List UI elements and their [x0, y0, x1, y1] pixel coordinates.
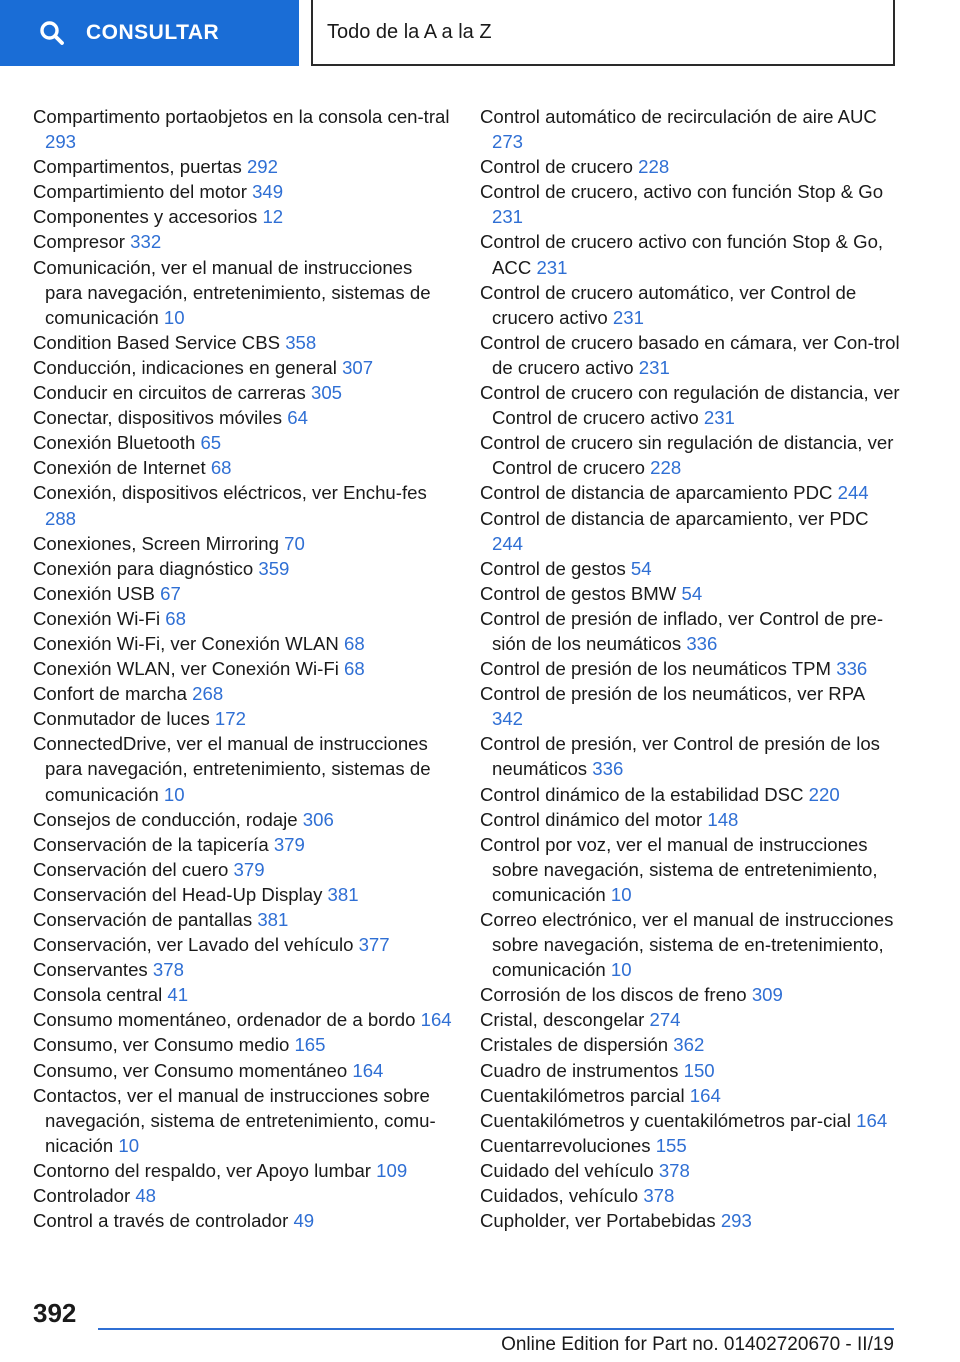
index-entry-text: Conexión Bluetooth	[33, 432, 196, 454]
index-entry	[33, 706, 453, 731]
index-page-link[interactable]: 155	[655, 1134, 687, 1156]
index-entry	[33, 832, 453, 857]
index-page-link[interactable]: 231	[638, 356, 670, 378]
index-page-link[interactable]: 109	[376, 1159, 408, 1181]
index-entry	[33, 204, 453, 229]
index-entry-text: Contorno del respaldo, ver Apoyo lumbar	[33, 1159, 371, 1181]
index-entry-text: Control de crucero con regulación de distancia, ver Control de crucero activo	[480, 382, 900, 429]
index-entry-text: Compartimento portaobjetos en la consola cen-tral	[33, 106, 450, 127]
index-page-link[interactable]: 381	[327, 883, 359, 905]
index-entry	[33, 932, 453, 957]
index-page-link[interactable]: 68	[344, 632, 365, 654]
index-page-link[interactable]: 332	[130, 231, 162, 253]
index-entry-text: Comunicación, ver el manual de instrucciones para navegación, entretenimiento, sistemas de comunicación	[33, 256, 431, 328]
index-entry-text: Condition Based Service CBS	[33, 331, 281, 353]
index-page-link[interactable]: 292	[246, 156, 278, 178]
index-entry	[480, 581, 900, 606]
index-page-link[interactable]: 293	[720, 1210, 752, 1232]
index-entry	[33, 1208, 453, 1233]
index-page-link[interactable]: 164	[420, 1009, 452, 1031]
index-entry-text: Conexión, dispositivos eléctricos, ver Enchu-fes	[33, 482, 427, 504]
index-entry	[480, 380, 900, 430]
index-page-link[interactable]: 377	[358, 934, 390, 956]
index-page-link[interactable]: 70	[284, 532, 305, 554]
section-title-box	[311, 0, 895, 66]
index-page-link[interactable]: 10	[610, 959, 632, 981]
index-entry-text: Controlador	[33, 1185, 131, 1207]
index-entry	[33, 731, 453, 806]
index-entry-text: Compresor	[33, 231, 125, 253]
index-entry	[33, 1083, 453, 1158]
index-page-link[interactable]: 48	[135, 1185, 157, 1207]
index-page-link[interactable]: 244	[837, 482, 869, 504]
index-entry	[480, 480, 900, 505]
index-page-link[interactable]: 228	[650, 457, 682, 479]
index-entry	[33, 1058, 453, 1083]
index-entry	[33, 681, 453, 706]
index-entry-text: Control de gestos BMW	[480, 582, 677, 604]
index-entry	[33, 380, 453, 405]
index-page-link[interactable]: 336	[686, 632, 718, 654]
index-column-left	[33, 104, 453, 1233]
index-entry	[33, 531, 453, 556]
index-entry-text: Control de crucero sin regulación de distancia, ver Control de crucero	[480, 432, 894, 479]
index-entry	[33, 857, 453, 882]
index-page-link[interactable]: 54	[630, 557, 652, 579]
index-entry	[33, 882, 453, 907]
index-page-link[interactable]: 220	[808, 783, 840, 805]
index-page-link[interactable]: 362	[673, 1034, 705, 1056]
index-page-link[interactable]: 288	[45, 507, 77, 529]
index-entry	[480, 104, 900, 154]
index-entry	[33, 455, 453, 480]
index-entry	[480, 731, 900, 781]
index-entry-text: ConnectedDrive, ver el manual de instrucciones para navegación, entretenimiento, sistemas de comunicación	[33, 733, 431, 805]
index-page-link[interactable]: 231	[703, 407, 735, 429]
index-entry	[33, 1158, 453, 1183]
index-page-link[interactable]: 150	[683, 1059, 715, 1081]
index-entry-text: Cuidados, vehículo	[480, 1185, 639, 1207]
index-page-link[interactable]: 306	[302, 808, 334, 830]
index-entry	[33, 581, 453, 606]
index-page-link[interactable]: 10	[163, 306, 185, 328]
index-entry-text: Conexión Wi-Fi, ver Conexión WLAN	[33, 632, 339, 654]
index-entry-text: Cuidado del vehículo	[480, 1159, 654, 1181]
index-page-link[interactable]: 378	[643, 1185, 675, 1207]
index-entry	[33, 631, 453, 656]
index-entry-text: Conexión Wi-Fi	[33, 607, 161, 629]
index-entry	[33, 982, 453, 1007]
index-entry	[480, 1183, 900, 1208]
index-entry	[480, 1158, 900, 1183]
index-entry	[33, 355, 453, 380]
index-entry	[480, 154, 900, 179]
index-entry	[480, 1007, 900, 1032]
index-entry-text: Control de distancia de aparcamiento PDC	[480, 482, 833, 504]
section-title: Todo de la A a la Z	[327, 20, 492, 43]
index-page-link[interactable]: 10	[118, 1134, 140, 1156]
index-page-link[interactable]: 164	[856, 1109, 888, 1131]
index-entry-text: Cuadro de instrumentos	[480, 1059, 679, 1081]
index-entry	[33, 154, 453, 179]
index-page-link[interactable]: 273	[492, 131, 524, 153]
index-entry-text: Conservantes	[33, 959, 148, 981]
footer-divider	[98, 1328, 894, 1330]
index-page-link[interactable]: 10	[163, 783, 185, 805]
index-page-link[interactable]: 164	[352, 1059, 384, 1081]
index-entry	[480, 656, 900, 681]
index-page-link[interactable]: 65	[200, 432, 222, 454]
index-page-link[interactable]: 309	[751, 984, 783, 1006]
index-page-link[interactable]: 336	[836, 658, 868, 680]
index-entry-text: Contactos, ver el manual de instrucciones sobre navegación, sistema de entretenimiento, comu-nicación	[33, 1084, 436, 1156]
index-entry	[480, 330, 900, 380]
index-entry	[480, 1032, 900, 1057]
index-entry	[33, 430, 453, 455]
edition-footer: Online Edition for Part no. 01402720670 - II/19	[501, 1334, 894, 1355]
index-page-link[interactable]: 231	[492, 206, 524, 228]
page-header	[0, 0, 960, 66]
index-entry	[33, 656, 453, 681]
index-entry-text: Consumo momentáneo, ordenador de a bordo	[33, 1009, 416, 1031]
index-entry	[33, 255, 453, 330]
index-entry	[480, 606, 900, 656]
index-entry	[33, 556, 453, 581]
index-entry	[480, 907, 900, 982]
index-page-link[interactable]: 381	[257, 909, 289, 930]
index-page-link[interactable]: 49	[293, 1210, 315, 1232]
index-entry-text: Conducción, indicaciones en general	[33, 356, 337, 378]
index-entry-text: Consejos de conducción, rodaje	[33, 808, 298, 830]
index-entry-text: Control dinámico del motor	[480, 808, 703, 830]
index-entry	[33, 104, 453, 154]
index-entry	[33, 330, 453, 355]
index-entry-text: Control de crucero automático, ver Control de crucero activo	[480, 281, 857, 328]
index-entry-text: Conservación, ver Lavado del vehículo	[33, 934, 354, 956]
index-entry-text: Conexiones, Screen Mirroring	[33, 532, 279, 554]
index-entry-text: Control de gestos	[480, 557, 626, 579]
index-entry-text: Conmutador de luces	[33, 708, 210, 730]
index-page-link[interactable]: 68	[165, 607, 186, 629]
index-entry-text: Consola central	[33, 984, 163, 1006]
index-entry	[480, 1083, 900, 1108]
index-entry	[480, 280, 900, 330]
index-page-link[interactable]: 378	[152, 959, 184, 981]
index-entry	[480, 1133, 900, 1158]
index-entry-text: Control de presión de los neumáticos TPM	[480, 658, 832, 680]
index-page-link[interactable]: 349	[252, 181, 284, 203]
index-entry	[33, 179, 453, 204]
index-page-link[interactable]: 358	[285, 331, 317, 353]
index-page-link[interactable]: 68	[344, 658, 365, 680]
consult-button[interactable]	[0, 0, 299, 66]
index-page-link[interactable]: 67	[160, 582, 181, 604]
index-page-link[interactable]: 164	[689, 1084, 721, 1106]
index-entry-text: Control de crucero activo con función Stop & Go, ACC	[480, 231, 884, 278]
index-entry-text: Componentes y accesorios	[33, 206, 258, 228]
index-entry-text: Control por voz, ver el manual de instrucciones sobre navegación, sistema de entretenimiento, comunicación	[480, 833, 878, 905]
index-page-link[interactable]: 12	[262, 206, 284, 228]
index-page-link[interactable]: 244	[492, 532, 524, 554]
index-page-link[interactable]: 359	[258, 557, 290, 579]
index-page-link[interactable]: 342	[492, 708, 524, 730]
index-entry-text: Conservación del Head-Up Display	[33, 883, 323, 905]
index-entry-text: Corrosión de los discos de freno	[480, 984, 747, 1006]
index-page-link[interactable]: 231	[536, 256, 568, 278]
index-entry	[33, 1007, 453, 1032]
index-page-link[interactable]: 41	[167, 984, 189, 1006]
index-entry-text: Control de crucero	[480, 156, 633, 178]
index-entry-text: Conservación del cuero	[33, 858, 229, 880]
index-entry-text: Control a través de controlador	[33, 1210, 289, 1232]
index-entry-text: Conducir en circuitos de carreras	[33, 382, 306, 404]
index-entry-text: Conexión para diagnóstico	[33, 557, 254, 579]
search-icon	[38, 19, 66, 47]
index-column-right	[480, 104, 900, 1233]
index-entry	[480, 782, 900, 807]
index-entry	[33, 957, 453, 982]
index-entry	[33, 480, 453, 530]
index-entry-text: Cuentakilómetros parcial	[480, 1084, 685, 1106]
index-entry	[480, 179, 900, 229]
index-entry-text: Conservación de la tapicería	[33, 833, 269, 855]
index-page-link[interactable]: 68	[210, 457, 232, 479]
index-entry-text: Control de distancia de aparcamiento, ver PDC	[480, 507, 869, 529]
index-entry-text: Control de crucero basado en cámara, ver Con-trol de crucero activo	[480, 331, 900, 378]
index-entry-text: Consumo, ver Consumo momentáneo	[33, 1059, 348, 1081]
index-entry-text: Conexión WLAN, ver Conexión Wi-Fi	[33, 658, 339, 680]
consult-label: CONSULTAR	[86, 21, 220, 44]
index-page-link[interactable]: 293	[45, 131, 77, 153]
index-entry-text: Control de presión, ver Control de presión de los neumáticos	[480, 733, 880, 780]
index-page-link[interactable]: 378	[658, 1159, 690, 1181]
index-entry	[33, 229, 453, 254]
index-page-link[interactable]: 379	[233, 858, 265, 880]
index-entry-text: Conservación de pantallas	[33, 909, 253, 930]
index-entry-text: Conexión de Internet	[33, 457, 206, 479]
index-entry-text: Cuentarrevoluciones	[480, 1134, 651, 1156]
index-entry-text: Consumo, ver Consumo medio	[33, 1034, 290, 1056]
index-entry	[480, 807, 900, 832]
index-page-link[interactable]: 54	[681, 582, 703, 604]
index-entry-text: Conectar, dispositivos móviles	[33, 407, 283, 429]
index-page-link[interactable]: 274	[649, 1009, 681, 1031]
index-entry-text: Control de presión de los neumáticos, ver RPA	[480, 683, 865, 705]
index-page-link[interactable]: 172	[214, 708, 246, 730]
index-entry	[33, 405, 453, 430]
index-entry	[480, 982, 900, 1007]
index-entry-text: Cristales de dispersión	[480, 1034, 669, 1056]
index-page-link[interactable]: 307	[342, 356, 374, 378]
index-entry-text: Correo electrónico, ver el manual de instrucciones sobre navegación, sistema de en-tretenimiento, comunicación	[480, 909, 894, 981]
index-entry	[480, 681, 900, 731]
page-number: 392	[33, 1298, 77, 1328]
index-entry-text: Compartimiento del motor	[33, 181, 247, 203]
index-entry-text: Conexión USB	[33, 582, 155, 604]
index-entry	[33, 1183, 453, 1208]
index-entry-text: Control de crucero, activo con función Stop & Go	[480, 181, 884, 203]
index-page-link[interactable]: 231	[612, 306, 644, 328]
index-entry	[480, 1208, 900, 1233]
index-page-link[interactable]: 165	[294, 1034, 326, 1056]
index-entry-text: Control dinámico de la estabilidad DSC	[480, 783, 804, 805]
index-entry	[480, 832, 900, 907]
index-page-link[interactable]: 148	[707, 808, 739, 830]
index-page-link[interactable]: 10	[610, 883, 632, 905]
index-entry	[33, 1032, 453, 1057]
index-entry	[33, 807, 453, 832]
index-page-link[interactable]: 336	[592, 758, 624, 780]
index-page-link[interactable]: 64	[287, 407, 308, 429]
index-entry	[33, 907, 453, 932]
index-entry	[480, 1108, 900, 1133]
index-entry	[480, 430, 900, 480]
index-entry	[480, 506, 900, 556]
index-entry-text: Cupholder, ver Portabebidas	[480, 1210, 716, 1232]
index-entry-text: Cristal, descongelar	[480, 1009, 645, 1031]
index-entry-text: Confort de marcha	[33, 683, 187, 705]
index-entry-text: Compartimentos, puertas	[33, 156, 242, 178]
index-page-link[interactable]: 228	[638, 156, 670, 178]
index-entry-text: Control automático de recirculación de aire AUC	[480, 106, 877, 127]
index-entry	[480, 1058, 900, 1083]
index-page-link[interactable]: 268	[192, 683, 224, 705]
index-page-link[interactable]: 305	[311, 382, 343, 404]
index-entry-text: Control de presión de inflado, ver Control de pre-sión de los neumáticos	[480, 607, 884, 654]
index-entry	[480, 556, 900, 581]
index-entry	[480, 229, 900, 279]
index-entry	[33, 606, 453, 631]
index-page-link[interactable]: 379	[273, 833, 305, 855]
index-entry-text: Cuentakilómetros y cuentakilómetros par-cial	[480, 1109, 851, 1131]
